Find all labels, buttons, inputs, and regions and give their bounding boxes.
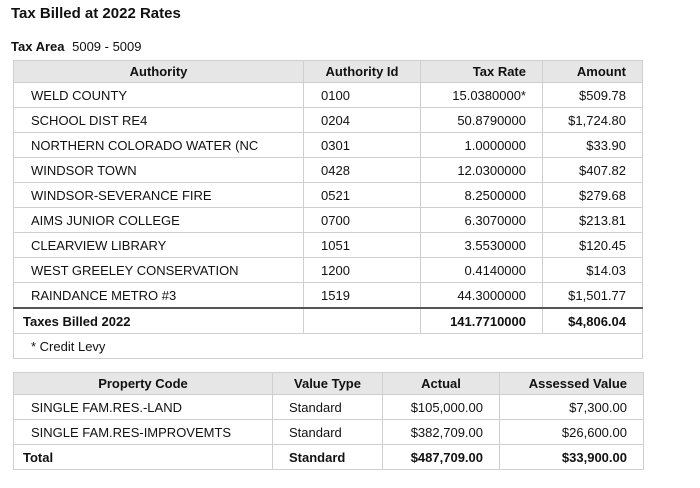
amount: $279.68: [543, 183, 643, 208]
amount: $1,501.77: [543, 283, 643, 309]
table-row: [14, 208, 643, 233]
authority-name: WINDSOR TOWN: [14, 158, 304, 183]
tax-rate: 50.8790000: [421, 108, 543, 133]
property-header-row: [14, 373, 644, 395]
authority-name: CLEARVIEW LIBRARY: [14, 233, 304, 258]
header-actual: Actual: [383, 373, 500, 395]
amount: $1,724.80: [543, 108, 643, 133]
total-label: Taxes Billed 2022: [14, 308, 304, 334]
property-total-value-type: Standard: [273, 445, 383, 470]
tax-area-label: Tax Area: [11, 39, 65, 54]
amount: $120.45: [543, 233, 643, 258]
authority-name: NORTHERN COLORADO WATER (NC: [14, 133, 304, 158]
authority-id: 0204: [304, 108, 421, 133]
header-authority-id: Authority Id: [304, 61, 421, 83]
authority-id: 0301: [304, 133, 421, 158]
authority-header-row: [14, 61, 643, 83]
total-tax-rate: 141.7710000: [421, 308, 543, 334]
header-tax-rate: Tax Rate: [421, 61, 543, 83]
table-row: [14, 283, 643, 309]
credit-levy-note: * Credit Levy: [14, 334, 643, 359]
credit-levy-note-row: [14, 334, 643, 359]
value-type: Standard: [273, 395, 383, 420]
authority-id: 0700: [304, 208, 421, 233]
tax-area: [11, 39, 142, 54]
property-code: SINGLE FAM.RES-IMPROVEMTS: [14, 420, 273, 445]
authority-name: WINDSOR-SEVERANCE FIRE: [14, 183, 304, 208]
header-amount: Amount: [543, 61, 643, 83]
header-authority: Authority: [14, 61, 304, 83]
property-total-row: [14, 445, 644, 470]
authority-id: 1051: [304, 233, 421, 258]
table-row: [14, 108, 643, 133]
table-row: [14, 258, 643, 283]
actual-value: $382,709.00: [383, 420, 500, 445]
authority-table: [13, 60, 643, 359]
page-title: Tax Billed at 2022 Rates: [11, 5, 181, 22]
tax-rate: 3.5530000: [421, 233, 543, 258]
tax-rate: 0.4140000: [421, 258, 543, 283]
property-total-actual: $487,709.00: [383, 445, 500, 470]
value-type: Standard: [273, 420, 383, 445]
amount: $407.82: [543, 158, 643, 183]
amount: $33.90: [543, 133, 643, 158]
amount: $213.81: [543, 208, 643, 233]
tax-rate: 15.0380000*: [421, 83, 543, 108]
table-row: [14, 183, 643, 208]
authority-name: WELD COUNTY: [14, 83, 304, 108]
authority-name: RAINDANCE METRO #3: [14, 283, 304, 309]
property-total-label: Total: [14, 445, 273, 470]
table-row: [14, 133, 643, 158]
header-value-type: Value Type: [273, 373, 383, 395]
authority-id: 0521: [304, 183, 421, 208]
authority-id: 0428: [304, 158, 421, 183]
tax-rate: 8.2500000: [421, 183, 543, 208]
actual-value: $105,000.00: [383, 395, 500, 420]
authority-name: SCHOOL DIST RE4: [14, 108, 304, 133]
assessed-value: $26,600.00: [500, 420, 644, 445]
authority-id: 0100: [304, 83, 421, 108]
table-row: [14, 420, 644, 445]
header-assessed-value: Assessed Value: [500, 373, 644, 395]
table-row: [14, 395, 644, 420]
total-amount: $4,806.04: [543, 308, 643, 334]
assessed-value: $7,300.00: [500, 395, 644, 420]
table-row: [14, 83, 643, 108]
amount: $509.78: [543, 83, 643, 108]
header-property-code: Property Code: [14, 373, 273, 395]
authority-id: 1200: [304, 258, 421, 283]
total-id: [304, 308, 421, 334]
amount: $14.03: [543, 258, 643, 283]
tax-rate: 1.0000000: [421, 133, 543, 158]
property-total-assessed: $33,900.00: [500, 445, 644, 470]
tax-rate: 44.3000000: [421, 283, 543, 309]
table-row: [14, 233, 643, 258]
property-table: [13, 372, 644, 470]
property-code: SINGLE FAM.RES.-LAND: [14, 395, 273, 420]
taxes-billed-total-row: [14, 308, 643, 334]
tax-rate: 12.0300000: [421, 158, 543, 183]
tax-area-value: 5009 - 5009: [72, 39, 142, 54]
table-row: [14, 158, 643, 183]
authority-name: AIMS JUNIOR COLLEGE: [14, 208, 304, 233]
authority-id: 1519: [304, 283, 421, 309]
tax-rate: 6.3070000: [421, 208, 543, 233]
authority-name: WEST GREELEY CONSERVATION: [14, 258, 304, 283]
